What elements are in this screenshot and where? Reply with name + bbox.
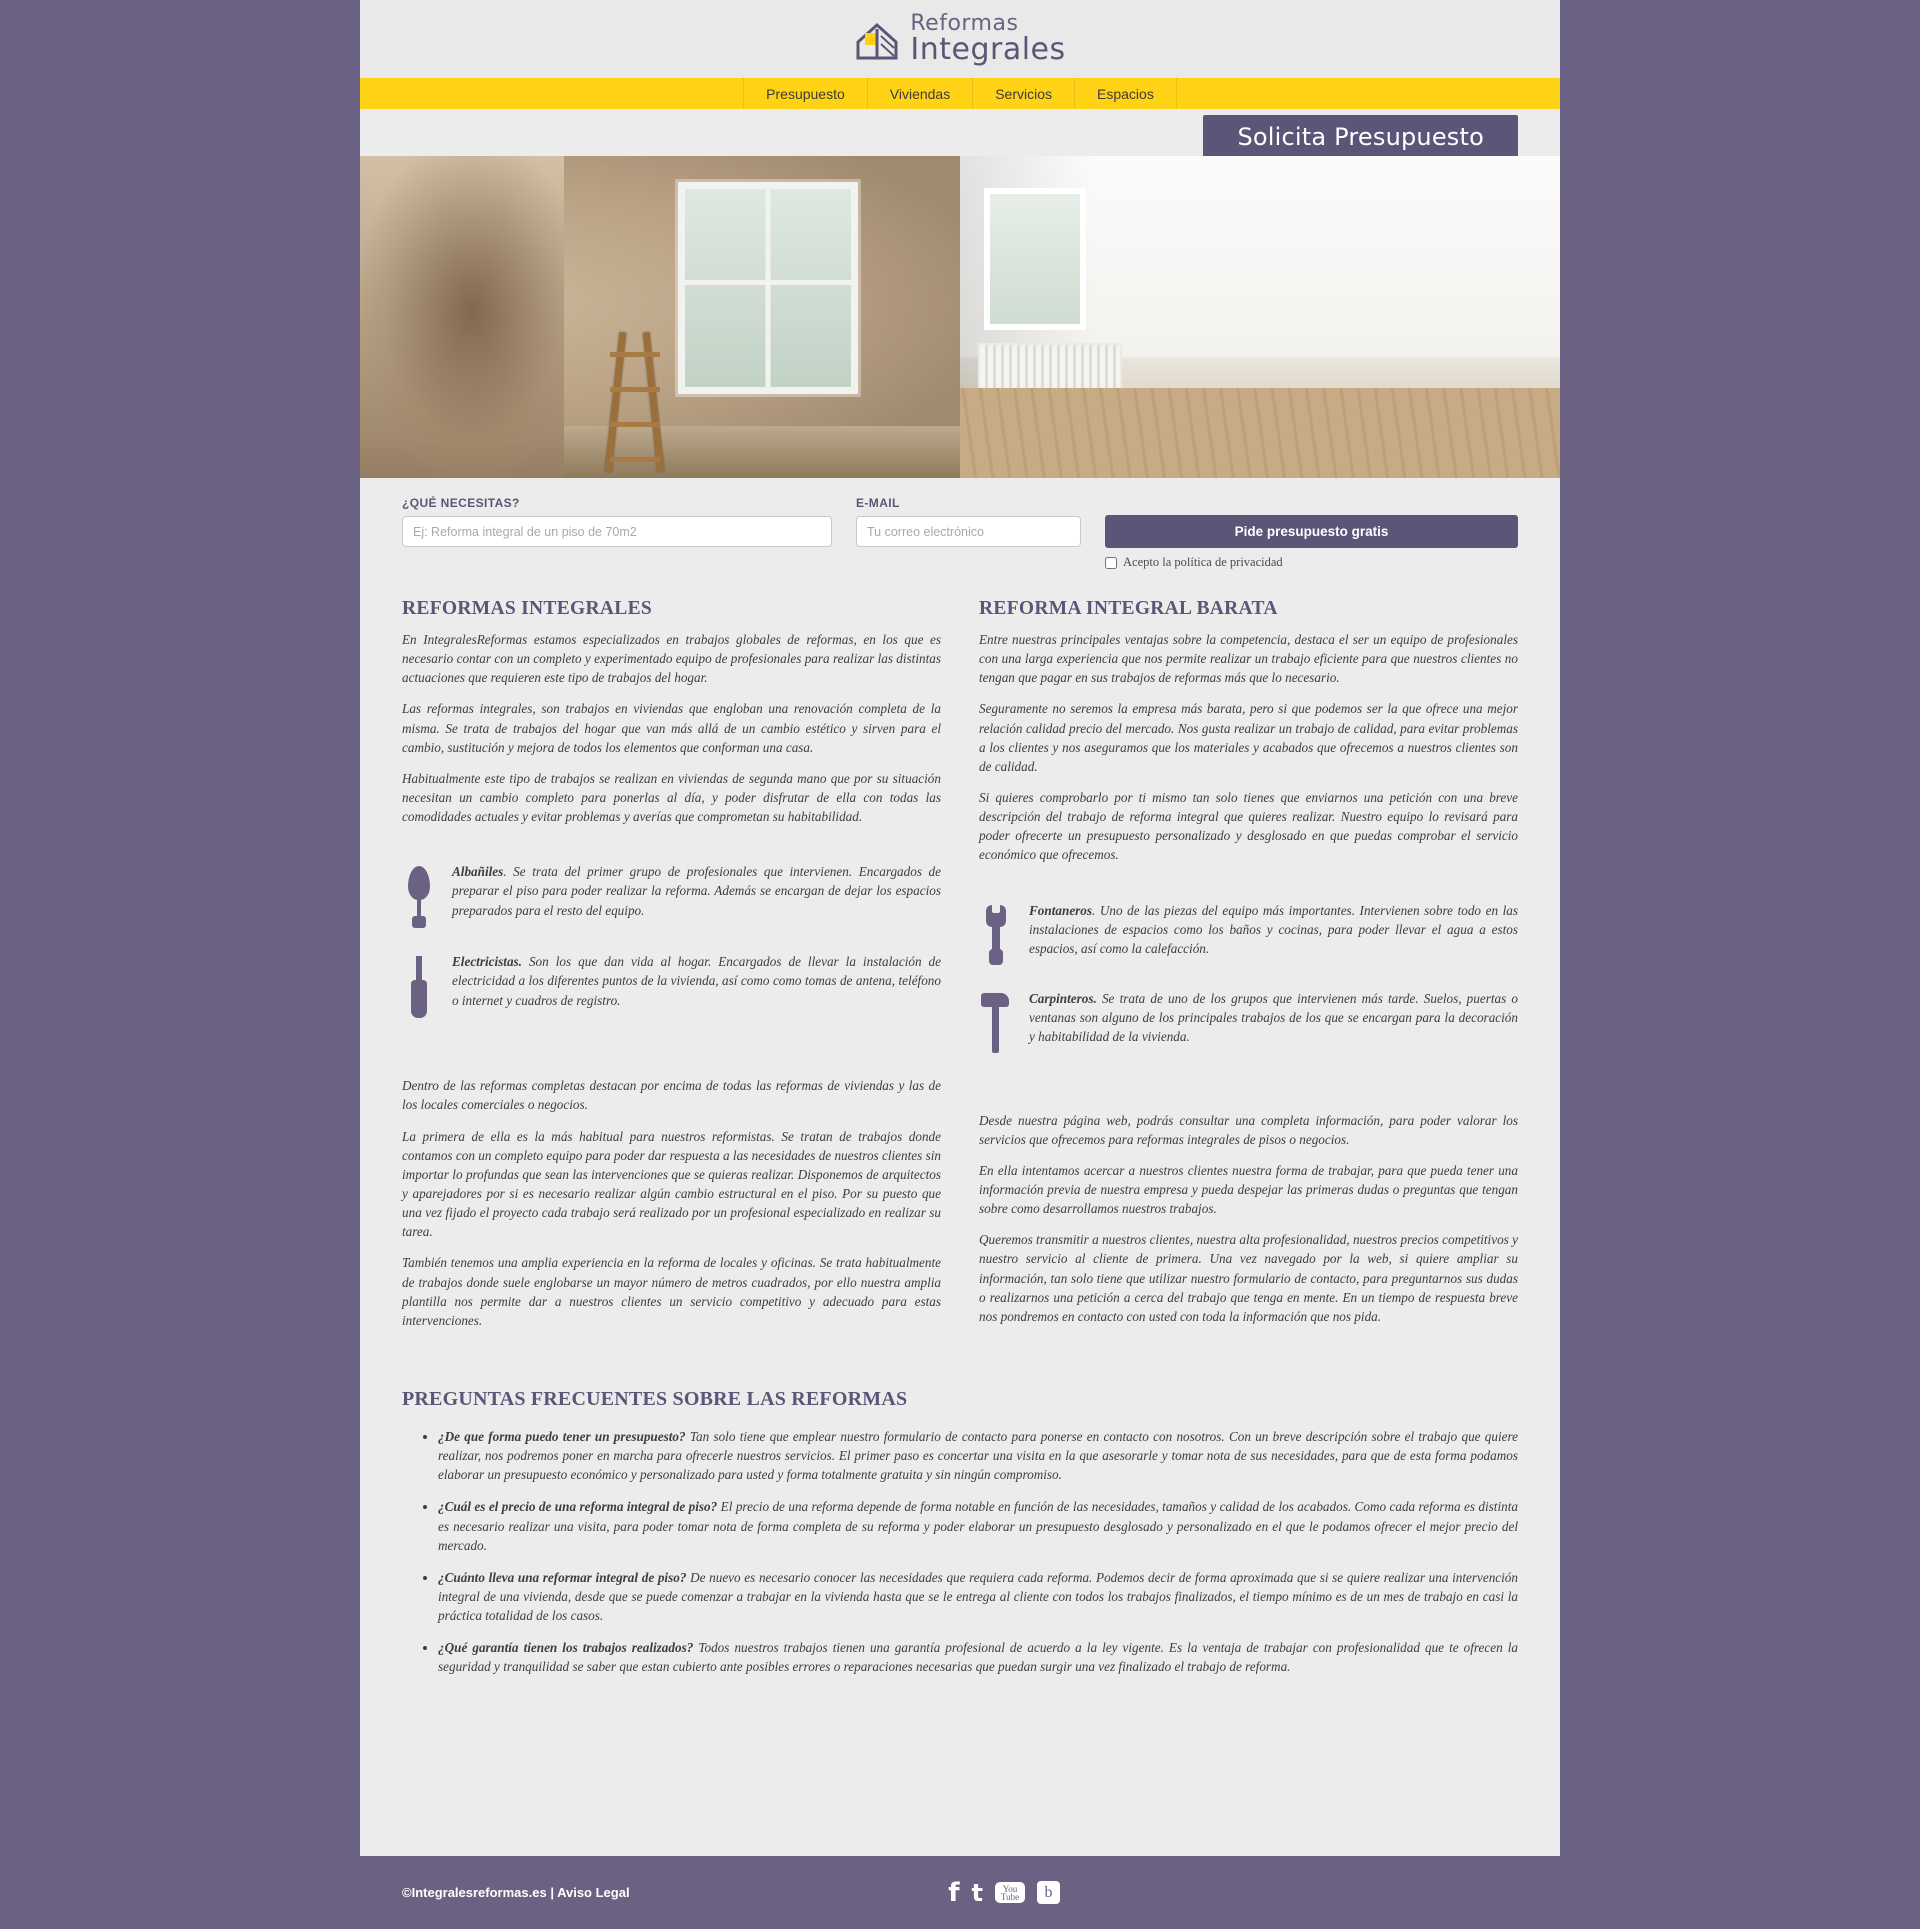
left-paragraph-3: Habitualmente este tipo de trabajos se realizan en viviendas de segunda mano que por su situación necesitan un cambio completo para ponerlas al día, y poder disfrutar de ella con todas las comodidades actuales y evitar problemas y averías que comprometan su habitabilidad. xyxy=(402,770,941,825)
profession-fontaneros-name: Fontaneros xyxy=(1029,902,1093,918)
left-paragraph-2: Las reformas integrales, son trabajos en viviendas que engloban una renovación completa de la misma. Se trata de trabajos del hogar que van más allá de un cambio estético y sirven para el cambio, sustitución y mejora de todos los elementos que conforman una casa. xyxy=(402,701,941,755)
hero-after-image xyxy=(960,156,1560,478)
social-links xyxy=(948,1877,1060,1908)
faq-list xyxy=(402,1427,1518,1677)
trowel-icon xyxy=(402,862,436,930)
right-paragraph-2: Seguramente no seremos la empresa más barata, pero si que podemos ser la que ofrece una mejor relación calidad precio del mercado. Nos gusta realizar un trabajo de calidad, para evitar problemas a los clientes y nos aseguramos que los materiales y acabados que ofrecemos a nuestros clientes son de calidad. xyxy=(979,701,1518,774)
cta-band xyxy=(360,109,1560,156)
profession-albaniles-text: . Se trata del primer grupo de profesionales que intervienen. Encargados de preparar el piso para poder realizar la reforma. Además se encargan de dejar los espacios preparados para el resto del equipo. xyxy=(452,864,941,918)
profession-carpinteros-text: Se trata de uno de los grupos que intervienen más tarde. Suelos, puertas o ventanas son alguno de los principales trabajos de los que se encargan para la decoración y habitabilidad de la vivienda. xyxy=(1029,990,1518,1044)
left-paragraph-5: La primera de ella es la más habitual para nuestros reformistas. Se tratan de trabajos donde contamos con un completo equipo para poder dar respuesta a las necesidades de nuestros clientes sin importar lo profundas que sean las intervenciones que se quieras realizar. Disponemos de arquitectos y aparejadores por si es necesario realizar algún cambio estructural en el piso. Por su puesto que una vez fijado el proyecto cada trabajo será realizado por un profesional especializado en realizar su tarea. xyxy=(402,1128,941,1240)
privacy-checkbox[interactable] xyxy=(1105,557,1117,569)
ladder-icon xyxy=(606,332,668,472)
radiator-icon xyxy=(978,343,1122,395)
quote-form xyxy=(360,478,1560,576)
right-paragraph-4: Desde nuestra página web, podrás consultar una completa información, para poder valorar los servicios que ofrecemos para reformas integrales de pisos o negocios. xyxy=(979,1112,1518,1147)
main-nav xyxy=(360,78,1560,109)
need-label: ¿QUÉ NECESITAS? xyxy=(402,496,520,510)
profession-albaniles xyxy=(402,862,941,930)
right-column xyxy=(979,586,1518,1342)
profession-fontaneros-text: . Uno de las piezas del equipo más importantes. Intervienen sobre todo en las instalaciones de espacios como los baños y cocinas, para poder llevar el agua a estos espacios, así como la calefacción. xyxy=(1029,902,1518,956)
faq-item xyxy=(438,1638,1518,1676)
facebook-icon[interactable]: f xyxy=(948,1877,960,1908)
email-label: E-MAIL xyxy=(856,496,900,510)
site-footer xyxy=(0,1856,1920,1929)
faq-item xyxy=(438,1427,1518,1484)
privacy-consent-row xyxy=(1105,555,1518,570)
right-paragraph-1: Entre nuestras principales ventajas sobre la competencia, destaca el ser un equipo de profesionales con una larga experiencia que nos permite realizar un trabajo eficiente para que nuestros clientes no tengan que pagar en sus trabajos de reformas más que lo necesario. xyxy=(979,632,1518,686)
nav-item-presupuesto[interactable]: Presupuesto xyxy=(743,78,868,109)
faq-answer: Todos nuestros trabajos tienen una garantía profesional de acuerdo a la ley vigente. Es la ventaja de trabajar con profesionalidad que te ofrecen la seguridad y tranquilidad se saber que estan cubierto ante posibles errores o reparaciones necesarias que puedan surgir una vez finalizado el trabajo de reforma. xyxy=(438,1640,1518,1675)
right-column-title: REFORMA INTEGRAL BARATA xyxy=(979,598,1278,619)
youtube-icon-label-1: You xyxy=(1002,1883,1018,1894)
faq-answer: El precio de una reforma depende de forma notable en función de las necesidades, tamaños y calidad de los acabados. Como cada reforma es distinta es necesario realizar una visita, para poder tomar nota de forma completa de su reforma y poder elaborar un presupuesto desglosado y personalizado en el que le podamos ofrecer el mejor precio del mercado. xyxy=(438,1499,1518,1553)
youtube-icon[interactable] xyxy=(995,1882,1025,1903)
need-input[interactable] xyxy=(402,516,832,547)
page-container xyxy=(360,0,1560,1856)
footer-copyright[interactable]: ©Integralesreformas.es | Aviso Legal xyxy=(402,1885,630,1900)
faq-section xyxy=(360,1372,1560,1726)
hammer-icon xyxy=(979,989,1013,1055)
privacy-label: Acepto la política de privacidad xyxy=(1123,555,1283,569)
hero-banner-before-after xyxy=(360,156,1560,478)
profession-electricistas-text: Son los que dan vida al hogar. Encargados de llevar la instalación de electricidad a los diferentes puntos de la vivienda, así como como tomas de antena, teléfono o internet y cuadros de registro. xyxy=(452,954,941,1008)
hero-before-image xyxy=(360,156,960,478)
right-paragraph-5: En ella intentamos acercar a nuestros clientes nuestra forma de trabajar, para que pueda tener una información previa de nuestra empresa y pueda despejar las primeras dudas o preguntas que tengan sobre como desarrollamos nuestros trabajos. xyxy=(979,1162,1518,1217)
faq-title: PREGUNTAS FRECUENTES SOBRE LAS REFORMAS xyxy=(402,1387,908,1410)
right-paragraph-3: Si quieres comprobarlo por ti mismo tan solo tienes que enviarnos una petición con una breve descripción del trabajo de reforma integral que quieres realizar. Nuestro equipo lo revisará para poder ofrecerte un presupuesto personalizado y desglosado en que puedas comprobar el servicio económico que ofrecemos. xyxy=(979,789,1518,863)
screwdriver-icon xyxy=(402,952,436,1020)
wrench-icon xyxy=(979,901,1013,967)
faq-item xyxy=(438,1568,1518,1625)
right-paragraph-6: Queremos transmitir a nuestros clientes, nuestra alta profesionalidad, nuestros precios competitivos y nuestro servicio al cliente de primera. Una vez navegado por la web, si quiere ampliar su información, tan solo tiene que utilizar nuestro formulario de contacto, para preguntarnos sus dudas o realizarnos una petición a cerca del trabajo que tenga en mente. En un tiempo de respuesta breve nos pondremos en contacto con usted con toda la información que nos pida. xyxy=(979,1232,1518,1324)
site-header xyxy=(360,0,1560,78)
blogger-icon[interactable]: b xyxy=(1037,1881,1060,1904)
faq-answer: Tan solo tiene que emplear nuestro formulario de contacto para ponerse en contacto con nosotros. Con un breve descripción sobre el trabajo que quiere realizar, nos podremos poner en marcha para ofrecerle nuestros servicios. El primer paso es concertar una visita en la que asesorarle y tomar nota de sus necesidades, para que de esta forma podamos elaborar un presupuesto económico y personalizado para usted y forma totalmente gratuita y sin ningún compromiso. xyxy=(438,1428,1518,1483)
house-logo-icon xyxy=(854,16,900,62)
request-quote-button[interactable]: Solicita Presupuesto xyxy=(1203,115,1518,159)
profession-electricistas-name: Electricistas. xyxy=(452,954,522,970)
nav-item-viviendas[interactable]: Viviendas xyxy=(868,78,973,109)
left-column xyxy=(402,586,941,1342)
profession-fontaneros xyxy=(979,901,1518,967)
left-paragraph-6: También tenemos una amplia experiencia en la reforma de locales y oficinas. Se trata habitualmente de trabajos donde suele englobarse un mayor número de metros cuadrados, por ello nuestra amplia plantilla nos permite dar a nuestros clientes un servicio competitivo y adecuado para estas intervenciones. xyxy=(402,1255,941,1328)
twitter-icon[interactable]: t xyxy=(971,1878,983,1907)
submit-quote-button[interactable]: Pide presupuesto gratis xyxy=(1105,515,1518,548)
nav-item-servicios[interactable]: Servicios xyxy=(973,78,1075,109)
logo-line-1: Reformas xyxy=(910,11,1019,36)
faq-answer: De nuevo es necesario conocer las necesidades que requiera cada reforma. Podemos decir de forma aproximada que si se quiere realizar una intervención integral de una vivienda, desde que se puede comenzar a trabajar en la vivienda hasta que se le entrega al cliente con todos los trabajos finalizados, el tiempo mínimo es de un mes de trabajo en casi la práctica totalidad de los casos. xyxy=(438,1569,1518,1624)
email-input[interactable] xyxy=(856,516,1081,547)
left-paragraph-4: Dentro de las reformas completas destacan por encima de todas las reformas de viviendas y las de los locales comerciales o negocios. xyxy=(402,1078,941,1113)
profession-carpinteros xyxy=(979,989,1518,1055)
content-columns xyxy=(360,576,1560,1372)
faq-item xyxy=(438,1497,1518,1554)
hero-after-window xyxy=(984,188,1086,330)
nav-item-espacios[interactable]: Espacios xyxy=(1075,78,1177,109)
faq-question: ¿Cuánto lleva una reformar integral de piso? xyxy=(438,1569,687,1585)
faq-question: ¿De que forma puedo tener un presupuesto? xyxy=(438,1428,686,1444)
hero-before-window xyxy=(678,182,858,395)
profession-electricistas xyxy=(402,952,941,1020)
faq-question: ¿Cuál es el precio de una reforma integral de piso? xyxy=(438,1499,718,1515)
faq-question: ¿Qué garantía tienen los trabajos realizados? xyxy=(438,1640,694,1656)
profession-carpinteros-name: Carpinteros. xyxy=(1029,990,1097,1006)
site-logo[interactable] xyxy=(854,13,1065,65)
hero-after-floor xyxy=(960,388,1560,478)
youtube-icon-label-2: Tube xyxy=(1000,1891,1020,1902)
left-column-title: REFORMAS INTEGRALES xyxy=(402,598,653,619)
profession-albaniles-name: Albañiles xyxy=(452,864,504,880)
left-paragraph-1: En IntegralesReformas estamos especializados en trabajos globales de reformas, en los que es necesario contar con un completo y experimentado equipo de profesionales para realizar las distintas actuaciones que requieren este tipo de trabajos del hogar. xyxy=(402,632,941,686)
logo-line-2: Integrales xyxy=(910,32,1066,67)
